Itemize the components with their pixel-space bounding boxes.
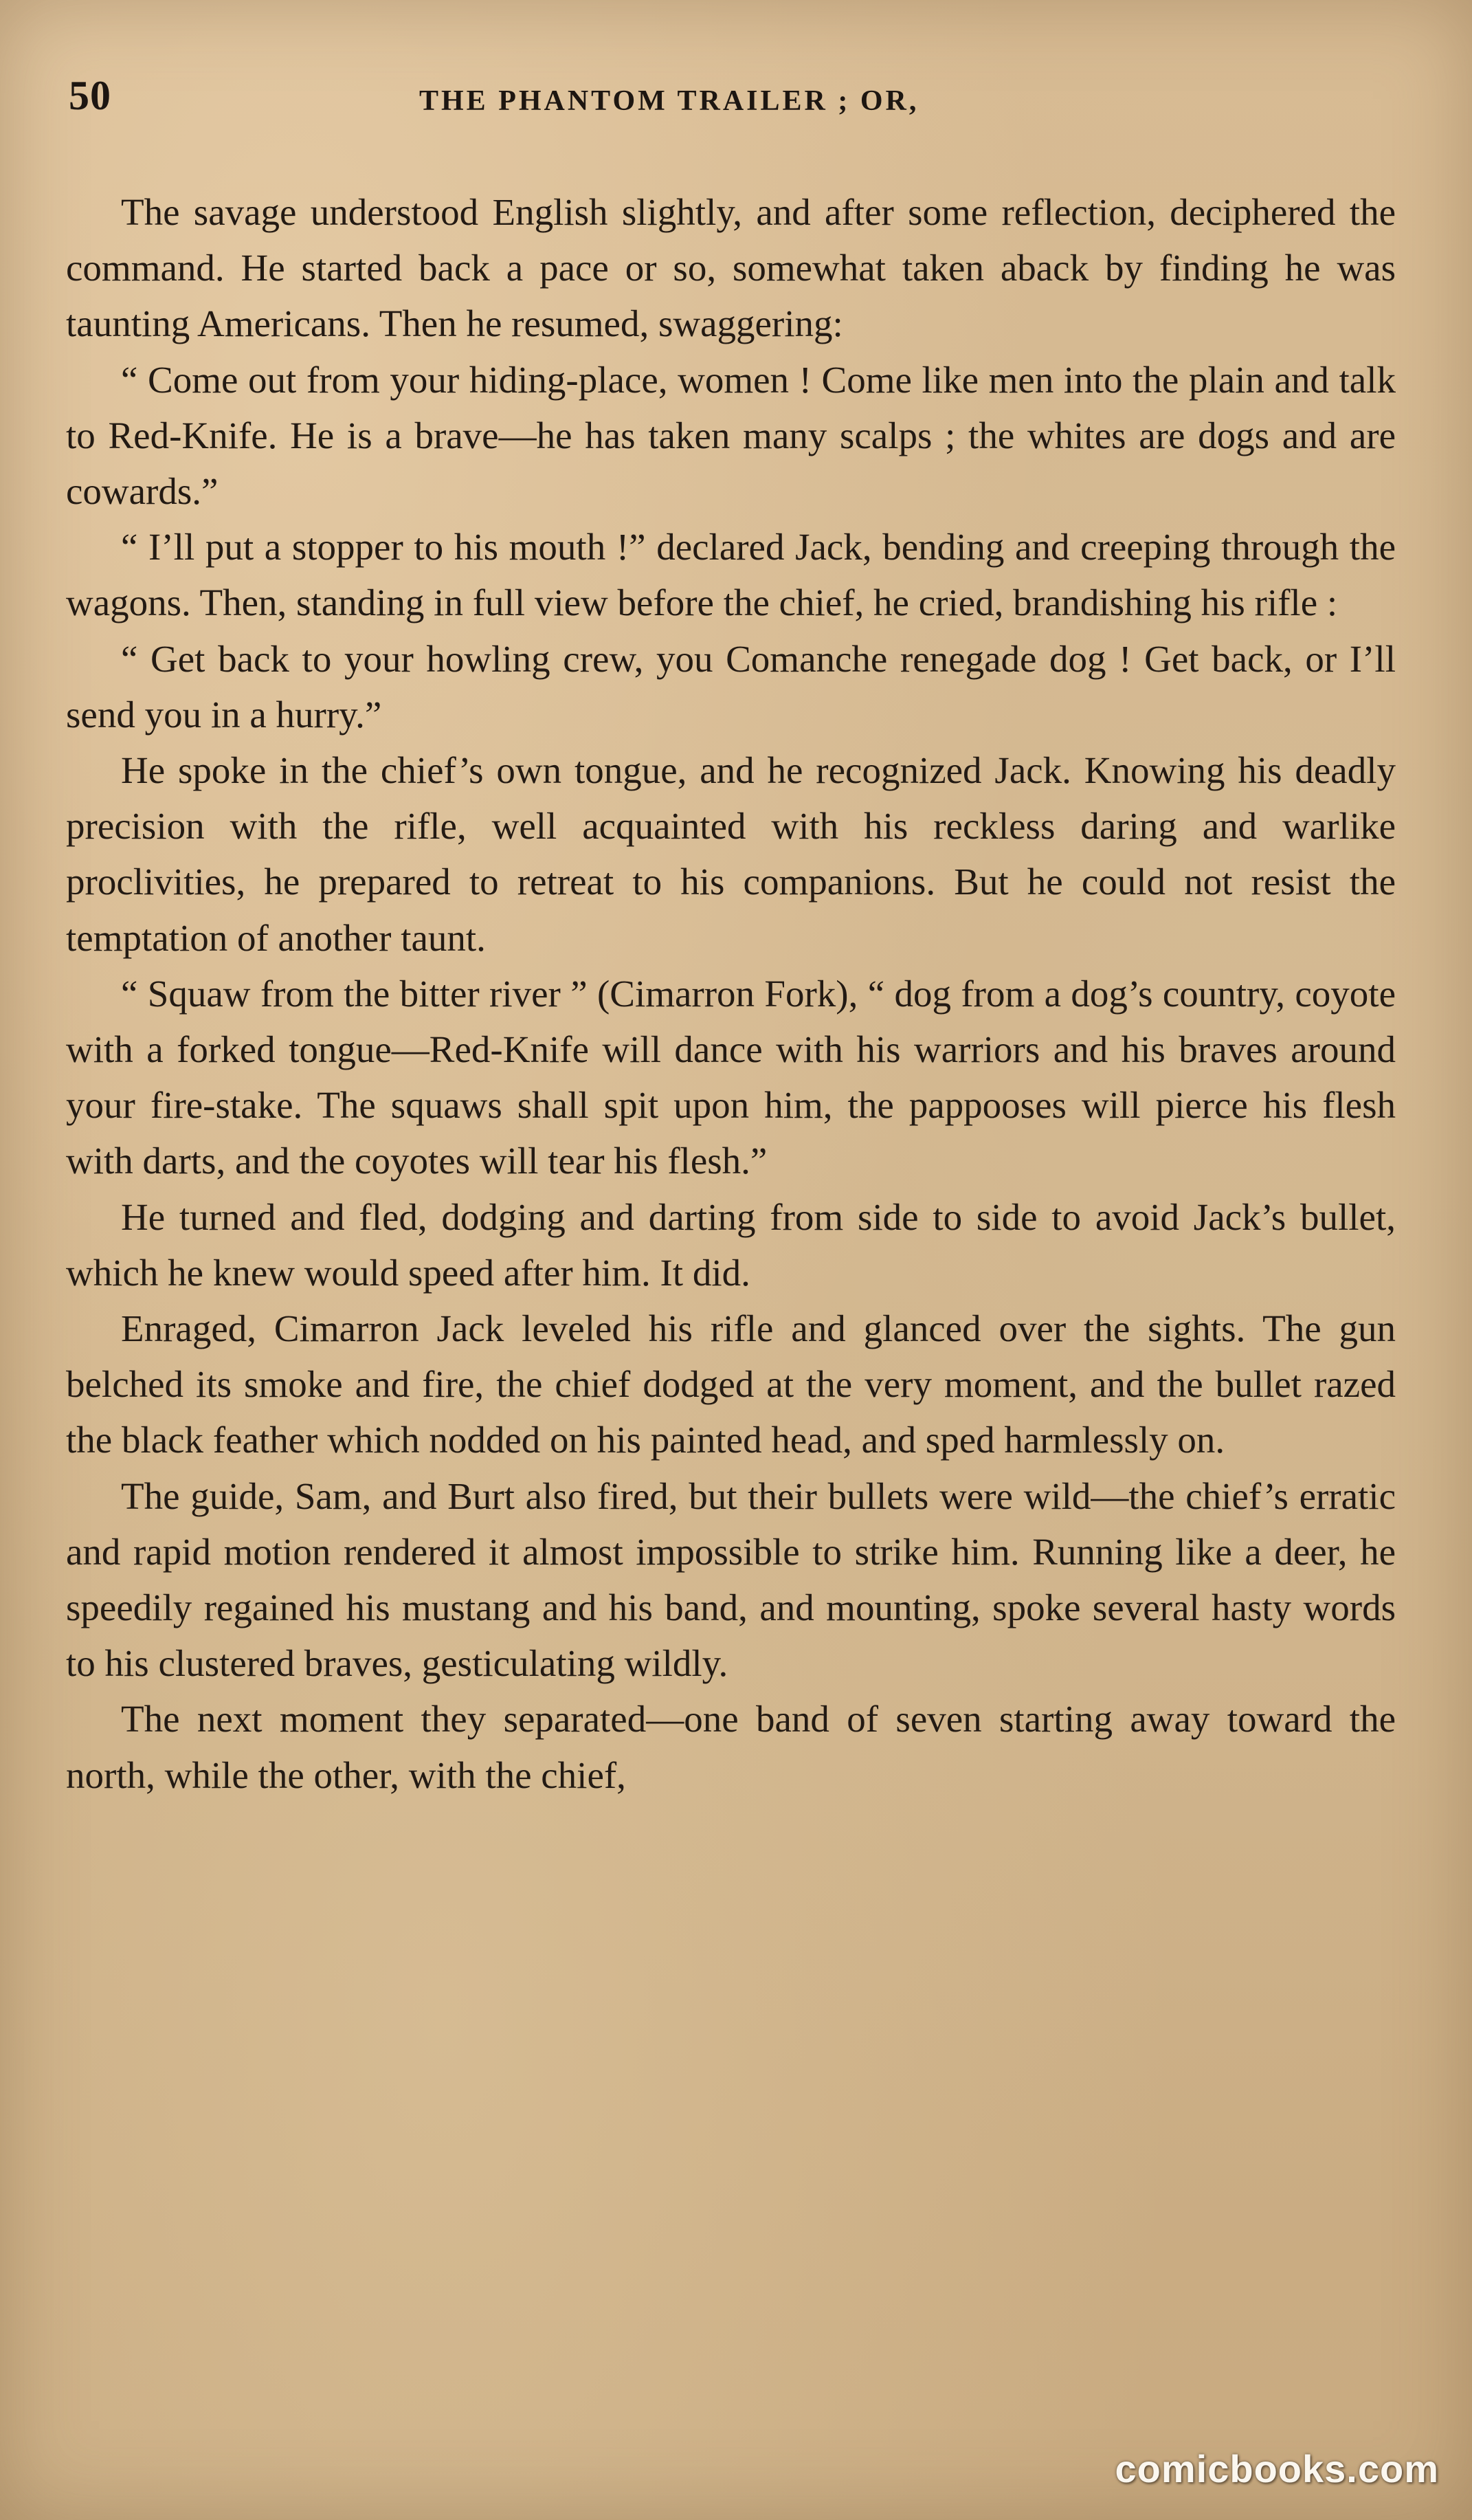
page-number: 50 bbox=[69, 73, 111, 118]
paragraph: Enraged, Cimarron Jack leveled his rifle and glanced over the sights. The gun belched its smoke and fire, the chief dodged at the very moment, and the bullet razed the black feather which nodded on his painted head, and sped harmlessly on. bbox=[66, 1307, 1396, 1461]
paragraph: “ Come out from your hiding-place, women ! Come like men into the plain and talk to Red-Knife. He is a brave—he has taken many scalps ; the whites are dogs and are cowards.” bbox=[66, 358, 1396, 513]
paragraph: The savage understood English slightly, and after some reflection, deciphered the command. He started back a pace or so, somewhat taken aback by finding he was taunting Americans. Then he resumed, swaggering: bbox=[66, 191, 1396, 345]
running-head: THE PHANTOM TRAILER ; OR, bbox=[419, 85, 919, 117]
paragraph: The next moment they separated—one band of seven starting away toward the north, while the other, with the chief, bbox=[66, 1698, 1396, 1796]
paragraph: He turned and fled, dodging and darting from side to side to avoid Jack’s bullet, which he knew would speed after him. It did. bbox=[66, 1195, 1396, 1294]
page-header bbox=[69, 72, 1388, 127]
paragraph: “ Squaw from the bitter river ” (Cimarron Fork), “ dog from a dog’s country, coyote with a forked tongue—Red-Knife will dance with his warriors and his braves around your fire-stake. The squaws shall spit upon him, the pappooses will pierce his flesh with darts, and the coyotes will tear his flesh.” bbox=[66, 972, 1396, 1182]
paragraph: “ Get back to your howling crew, you Comanche renegade dog ! Get back, or I’ll send you in a hurry.” bbox=[66, 637, 1396, 736]
site-watermark: comicbooks.com bbox=[1115, 2447, 1439, 2490]
paragraph: He spoke in the chief’s own tongue, and he recognized Jack. Knowing his deadly precision with the rifle, well acquainted with his reckless daring and warlike proclivities, he prepared to retreat to his companions. But he could not resist the temptation of another taunt. bbox=[66, 749, 1396, 959]
body-text bbox=[66, 184, 1396, 1803]
paragraph: “ I’ll put a stopper to his mouth !” declared Jack, bending and creeping through the wagons. Then, standing in full view before the chief, he cried, brandishing his rifle : bbox=[66, 526, 1396, 624]
paragraph: The guide, Sam, and Burt also fired, but their bullets were wild—the chief’s erratic and rapid motion rendered it almost impossible to strike him. Running like a deer, he speedily regained his mustang and his band, and mounting, spoke several hasty words to his clustered braves, gesticulating wildly. bbox=[66, 1474, 1396, 1685]
